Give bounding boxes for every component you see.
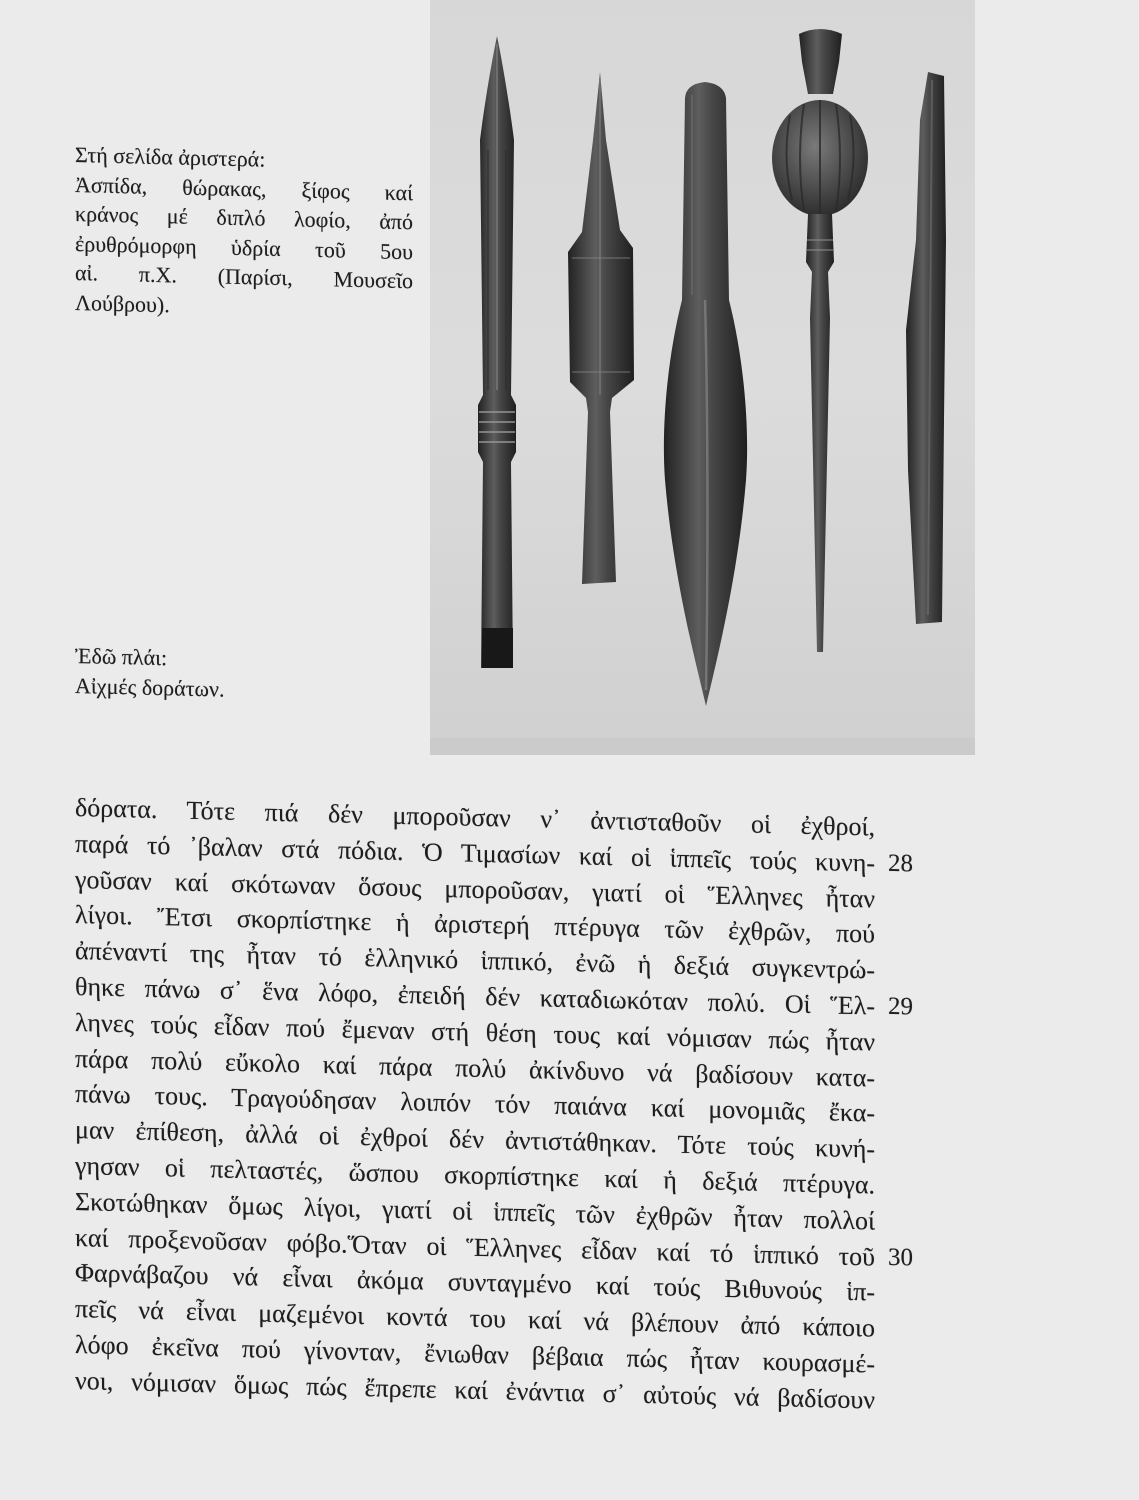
body-text: [75, 790, 913, 1418]
caption-line: Ἀσπίδα, θώρακας, ξίφος καί: [75, 171, 413, 205]
caption-heading: Ἐδῶ πλάι:: [75, 643, 168, 671]
text-line-content: θηκε πάνω σ᾿ ἕνα λόφο, ἐπειδή δέν καταδιωκόταν πολύ. Οἱ Ἕλ-: [75, 971, 875, 1021]
text-line-content: πάνω τους. Τραγούδησαν λοιπόν τόν παιάνα καί μονομιᾶς ἔκα-: [75, 1079, 875, 1128]
text-line-content: λόφο ἐκεῖνα πού γίνονταν, ἔνιωθαν βέβαια πώς ἦταν κουρασμέ-: [75, 1329, 875, 1379]
photo-bottom-edge: [430, 738, 975, 755]
caption-line: κράνος μέ διπλό λοφίο, ἀπό: [75, 201, 413, 235]
caption-line: Λούβρου).: [75, 289, 170, 317]
text-line-content: λίγοι. Ἔτσι σκορπίστηκε ἡ ἀριστερή πτέρυγα τῶν ἐχθρῶν, πού: [75, 900, 875, 949]
spearhead-1: [478, 36, 516, 668]
text-line-content: καί προξενοῦσαν φόβο.Ὅταν οἱ Ἕλληνες εἶδαν καί τό ἱππικό τοῦ: [75, 1222, 875, 1272]
text-line-content: γοῦσαν καί σκότωναν ὅσους μποροῦσαν, γιατί οἱ Ἕλληνες ἦταν: [75, 864, 875, 914]
caption-left-page: [75, 140, 413, 325]
text-line-content: πάρα πολύ εὔκολο καί πάρα πολύ ἀκίνδυνο νά βαδίσουν κατα-: [75, 1043, 875, 1093]
text-line-content: νοι, νόμισαν ὅμως πώς ἔπρεπε καί ἐνάντια σ᾿ αὐτούς νά βαδίσουν: [75, 1365, 875, 1415]
section-number: 30: [888, 1243, 913, 1272]
text-line-content: μαν ἐπίθεση, ἀλλά οἱ ἐχθροί δέν ἀντιστάθηκαν. Τότε τούς κυνή-: [75, 1115, 875, 1164]
text-line-content: Σκοτώθηκαν ὅμως λίγοι, γιατί οἱ ἱππεῖς τῶν ἐχθρῶν ἦταν πολλοί: [75, 1186, 875, 1236]
caption-spearheads: [75, 641, 413, 708]
text-line-content: Φαρνάβαζου νά εἶναι ἀκόμα συνταγμένο καί τούς Βιθυνούς ἱπ-: [75, 1258, 875, 1307]
text-line-content: πεῖς νά εἶναι μαζεμένοι κοντά του καί νά βλέπουν ἀπό κάποιο: [75, 1294, 875, 1343]
section-number: 28: [888, 849, 913, 878]
spearheads-photo: [430, 0, 975, 755]
caption-line: Αἰχμές δοράτων.: [75, 672, 225, 702]
text-line-content: ἀπέναντί της ἦταν τό ἑλληνικό ἱππικό, ἐνῶ ἡ δεξιά συγκεντρώ-: [75, 936, 875, 985]
text-line-content: ληνες τούς εἶδαν πού ἔμεναν στή θέση τους καί νόμισαν πώς ἦταν: [75, 1007, 875, 1057]
caption-line: ἐρυθρόμορφη ὑδρία τοῦ 5ου: [75, 230, 413, 264]
caption-line: αἰ. π.Χ. (Παρίσι, Μουσεῖο: [75, 260, 413, 294]
section-number: 29: [888, 992, 913, 1021]
text-line-content: γησαν οἱ πελταστές, ὥσπου σκορπίστηκε καί ἡ δεξιά πτέρυγα.: [75, 1150, 875, 1200]
caption-heading: Στή σελίδα ἀριστερά:: [75, 142, 266, 172]
text-line-content: δόρατα. Τότε πιά δέν μποροῦσαν ν᾿ ἀντισταθοῦν οἱ ἐχθροί,: [75, 793, 875, 842]
text-line-content: παρά τό ᾿βαλαν στά πόδια. Ὁ Τιμασίων καί οἱ ἱππεῖς τούς κυνη-: [75, 828, 875, 878]
spearheads-illustration: [430, 0, 975, 755]
